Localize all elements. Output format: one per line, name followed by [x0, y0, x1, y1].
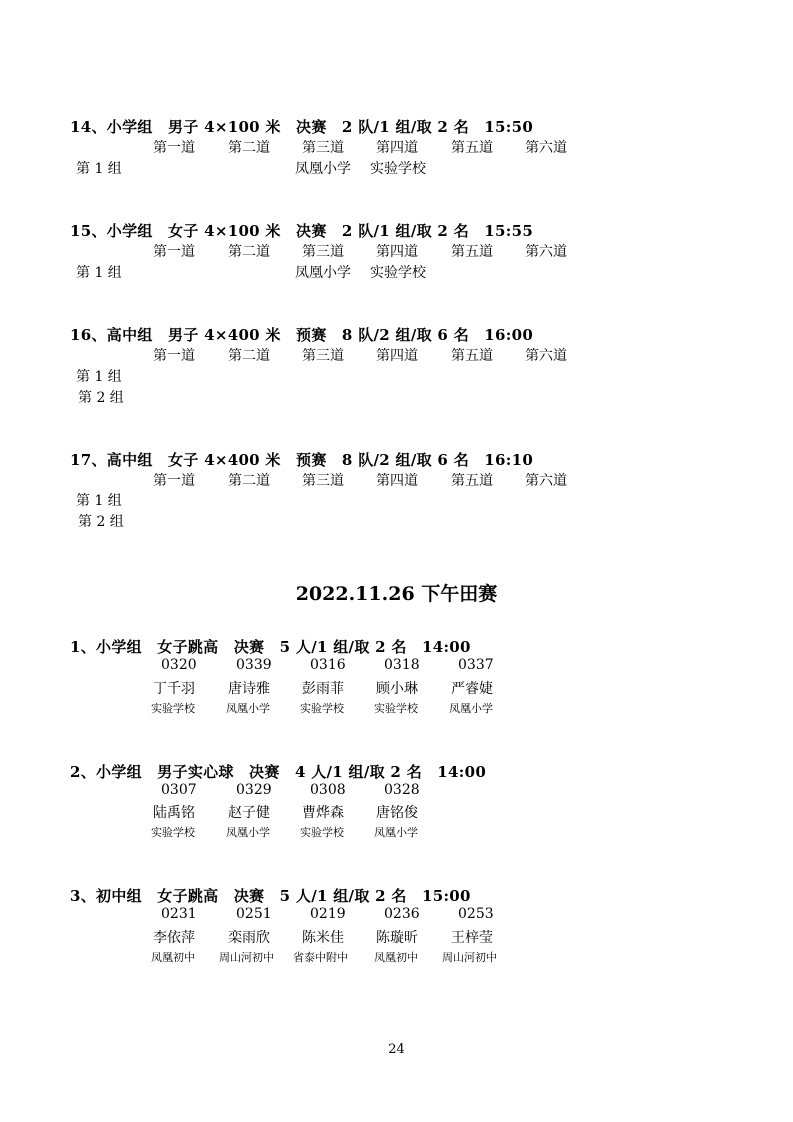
lane-6-label: 第六道	[525, 473, 567, 489]
lane-1-label: 第一道	[153, 473, 195, 489]
page-number: 24	[388, 1042, 405, 1057]
athlete-number: 0328	[384, 782, 420, 798]
lane-4-label: 第四道	[376, 244, 418, 260]
event-17-header: 17、高中组 女子 4×400 米 预赛 8 队/2 组/取 6 名 16:10	[70, 451, 534, 469]
event-17-group-2-label: 第 2 组	[78, 514, 124, 530]
athlete-name: 李依萍	[153, 930, 195, 946]
lane-2-label: 第二道	[228, 473, 270, 489]
athlete-school: 凤凰小学	[226, 826, 270, 839]
field-event-1-header: 1、小学组 女子跳高 决赛 5 人/1 组/取 2 名 14:00	[70, 638, 471, 656]
athlete-name: 唐诗雅	[228, 681, 270, 697]
group-label: 第 1 组	[76, 265, 122, 281]
athlete-school: 凤凰初中	[151, 951, 195, 964]
athlete-name: 陈璇昕	[376, 930, 418, 946]
athlete-name: 丁千羽	[153, 681, 195, 697]
lane-3-label: 第三道	[302, 348, 344, 364]
athlete-number: 0251	[236, 906, 272, 922]
athlete-school: 凤凰小学	[374, 826, 418, 839]
athlete-name: 彭雨菲	[302, 681, 344, 697]
event-17-group-1-label: 第 1 组	[76, 493, 122, 509]
athlete-school: 实验学校	[151, 826, 195, 839]
lane-4-team: 实验学校	[370, 161, 426, 177]
athlete-school: 省泰中附中	[293, 951, 348, 964]
athlete-name: 严睿婕	[451, 681, 493, 697]
athlete-number: 0337	[458, 657, 494, 673]
athlete-name: 陈米佳	[302, 930, 344, 946]
lane-1-label: 第一道	[153, 244, 195, 260]
lane-4-label: 第四道	[376, 473, 418, 489]
athlete-number: 0329	[236, 782, 272, 798]
athlete-number: 0316	[310, 657, 346, 673]
athlete-number: 0231	[161, 906, 197, 922]
field-event-3-header: 3、初中组 女子跳高 决赛 5 人/1 组/取 2 名 15:00	[70, 887, 471, 905]
lane-4-label: 第四道	[376, 348, 418, 364]
athlete-number: 0318	[384, 657, 420, 673]
athlete-school: 周山河初中	[442, 951, 497, 964]
lane-2-label: 第二道	[228, 140, 270, 156]
athlete-number: 0320	[161, 657, 197, 673]
lane-3-label: 第三道	[302, 473, 344, 489]
lane-3-team: 凤凰小学	[295, 265, 351, 281]
athlete-school: 实验学校	[151, 702, 195, 715]
lane-5-label: 第五道	[451, 348, 493, 364]
athlete-school: 凤凰初中	[374, 951, 418, 964]
event-16-header: 16、高中组 男子 4×400 米 预赛 8 队/2 组/取 6 名 16:00	[70, 326, 534, 344]
event-16-group-2-label: 第 2 组	[78, 390, 124, 406]
athlete-name: 王梓莹	[451, 930, 493, 946]
athlete-school: 实验学校	[374, 702, 418, 715]
athlete-number: 0308	[310, 782, 346, 798]
athlete-number: 0253	[458, 906, 494, 922]
athlete-number: 0219	[310, 906, 346, 922]
event-16-group-1-label: 第 1 组	[76, 369, 122, 385]
lane-1-label: 第一道	[153, 140, 195, 156]
athlete-school: 凤凰小学	[226, 702, 270, 715]
lane-6-label: 第六道	[525, 348, 567, 364]
lane-3-team: 凤凰小学	[295, 161, 351, 177]
athlete-name: 陆禹铭	[153, 805, 195, 821]
athlete-number: 0307	[161, 782, 197, 798]
lane-6-label: 第六道	[525, 244, 567, 260]
event-15-header: 15、小学组 女子 4×100 米 决赛 2 队/1 组/取 2 名 15:55	[70, 222, 534, 240]
lane-2-label: 第二道	[228, 348, 270, 364]
athlete-school: 凤凰小学	[449, 702, 493, 715]
event-14-header: 14、小学组 男子 4×100 米 决赛 2 队/1 组/取 2 名 15:50	[70, 118, 534, 136]
lane-5-label: 第五道	[451, 473, 493, 489]
athlete-number: 0339	[236, 657, 272, 673]
athlete-school: 周山河初中	[219, 951, 274, 964]
field-event-2-header: 2、小学组 男子实心球 决赛 4 人/1 组/取 2 名 14:00	[70, 763, 487, 781]
lane-6-label: 第六道	[525, 140, 567, 156]
lane-3-label: 第三道	[302, 140, 344, 156]
lane-5-label: 第五道	[451, 244, 493, 260]
lane-3-label: 第三道	[302, 244, 344, 260]
lane-2-label: 第二道	[228, 244, 270, 260]
lane-4-team: 实验学校	[370, 265, 426, 281]
field-section-title: 2022.11.26 下午田赛	[295, 583, 498, 605]
lane-4-label: 第四道	[376, 140, 418, 156]
athlete-school: 实验学校	[300, 826, 344, 839]
athlete-name: 唐铭俊	[376, 805, 418, 821]
athlete-school: 实验学校	[300, 702, 344, 715]
lane-5-label: 第五道	[451, 140, 493, 156]
athlete-name: 曹烨森	[302, 805, 344, 821]
athlete-name: 赵子健	[228, 805, 270, 821]
athlete-number: 0236	[384, 906, 420, 922]
athlete-name: 顾小琳	[376, 681, 418, 697]
athlete-name: 栾雨欣	[228, 930, 270, 946]
group-label: 第 1 组	[76, 161, 122, 177]
lane-1-label: 第一道	[153, 348, 195, 364]
